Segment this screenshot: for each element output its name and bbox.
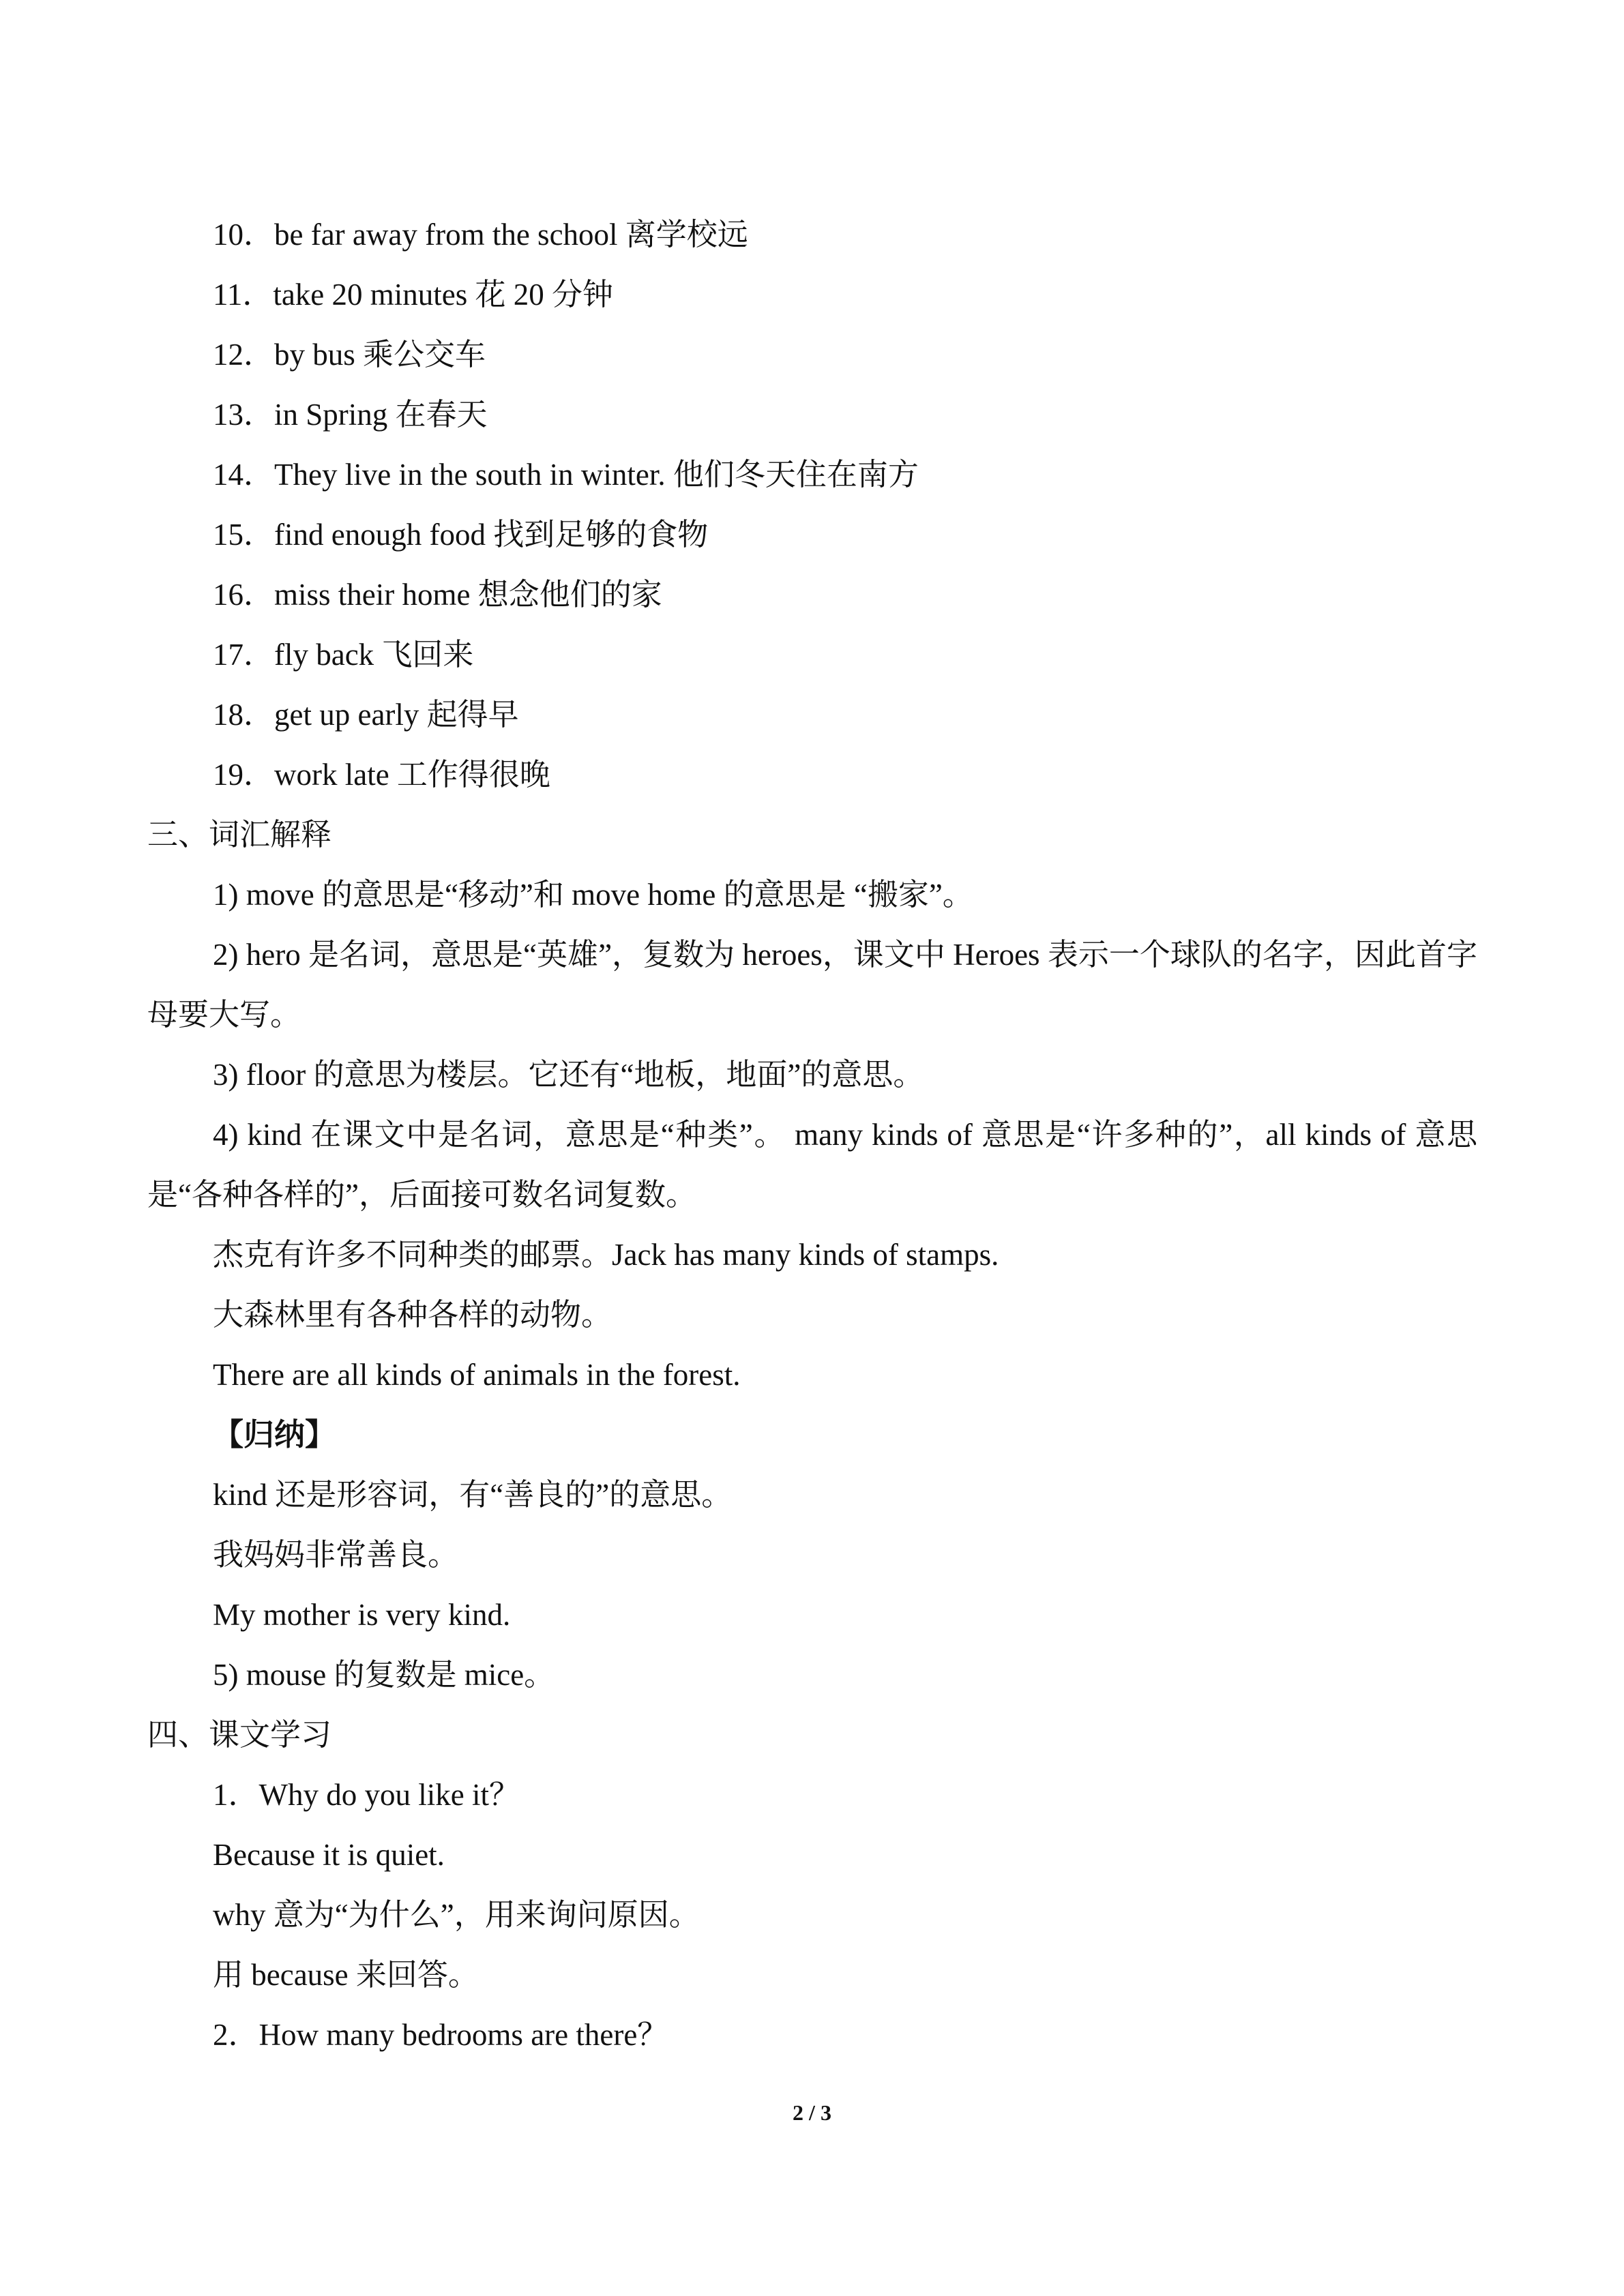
phrase-item-16: 16．miss their home 想念他们的家 <box>213 578 662 612</box>
page-number: 2 / 3 <box>793 2100 831 2125</box>
phrase-item-18: 18．get up early 起得早 <box>213 698 519 732</box>
question-2: 2．How many bedrooms are there？ <box>213 2018 668 2052</box>
example-sentence-mother-en: My mother is very kind. <box>213 1598 511 1632</box>
summary-label: 【归纳】 <box>213 1416 336 1452</box>
summary-text: kind 还是形容词，有“善良的”的意思。 <box>213 1478 733 1512</box>
phrase-item-13: 13．in Spring 在春天 <box>213 398 488 432</box>
example-sentence-forest-en: There are all kinds of animals in the forest. <box>213 1358 741 1392</box>
phrase-item-14: 14．They live in the south in winter. 他们冬天住在南方 <box>213 458 919 492</box>
phrase-item-12: 12．by bus 乘公交车 <box>213 338 486 372</box>
phrase-item-15: 15．find enough food 找到足够的食物 <box>213 518 709 552</box>
phrase-item-10: 10．be far away from the school 离学校远 <box>213 218 748 252</box>
example-sentence-mother-cn: 我妈妈非常善良。 <box>213 1538 459 1572</box>
document-body <box>147 205 1477 2065</box>
example-sentence-stamps: 杰克有许多不同种类的邮票。Jack has many kinds of stamps. <box>213 1238 999 1272</box>
vocab-item-hero: 2) hero 是名词，意思是“英雄”，复数为 heroes，课文中 Heroes 表示一个球队的名字，因此首字母要大写。 <box>147 938 1477 1032</box>
answer-1: Because it is quiet. <box>213 1838 445 1872</box>
phrase-item-11: 11．take 20 minutes 花 20 分钟 <box>213 278 614 312</box>
note-why: why 意为“为什么”，用来询问原因。 <box>213 1898 700 1932</box>
vocab-item-mouse: 5) mouse 的复数是 mice。 <box>213 1658 555 1692</box>
section-heading-vocabulary: 三、词汇解释 <box>147 818 332 852</box>
phrase-item-19: 19．work late 工作得很晚 <box>213 758 550 792</box>
section-heading-text-study: 四、课文学习 <box>147 1718 332 1752</box>
phrase-item-17: 17．fly back 飞回来 <box>213 638 474 672</box>
vocab-item-floor: 3) floor 的意思为楼层。它还有“地板，地面”的意思。 <box>213 1058 924 1092</box>
question-1: 1．Why do you like it？ <box>213 1778 520 1812</box>
vocab-item-kind: 4) kind 在课文中是名词，意思是“种类”。 many kinds of 意思是“许多种的”，all kinds of 意思是“各种各样的”，后面接可数名词复数。 <box>147 1118 1477 1212</box>
vocab-item-move: 1) move 的意思是“移动”和 move home 的意思是 “搬家”。 <box>213 878 973 912</box>
example-sentence-forest-cn: 大森林里有各种各样的动物。 <box>213 1298 612 1332</box>
note-because: 用 because 来回答。 <box>213 1958 479 1992</box>
